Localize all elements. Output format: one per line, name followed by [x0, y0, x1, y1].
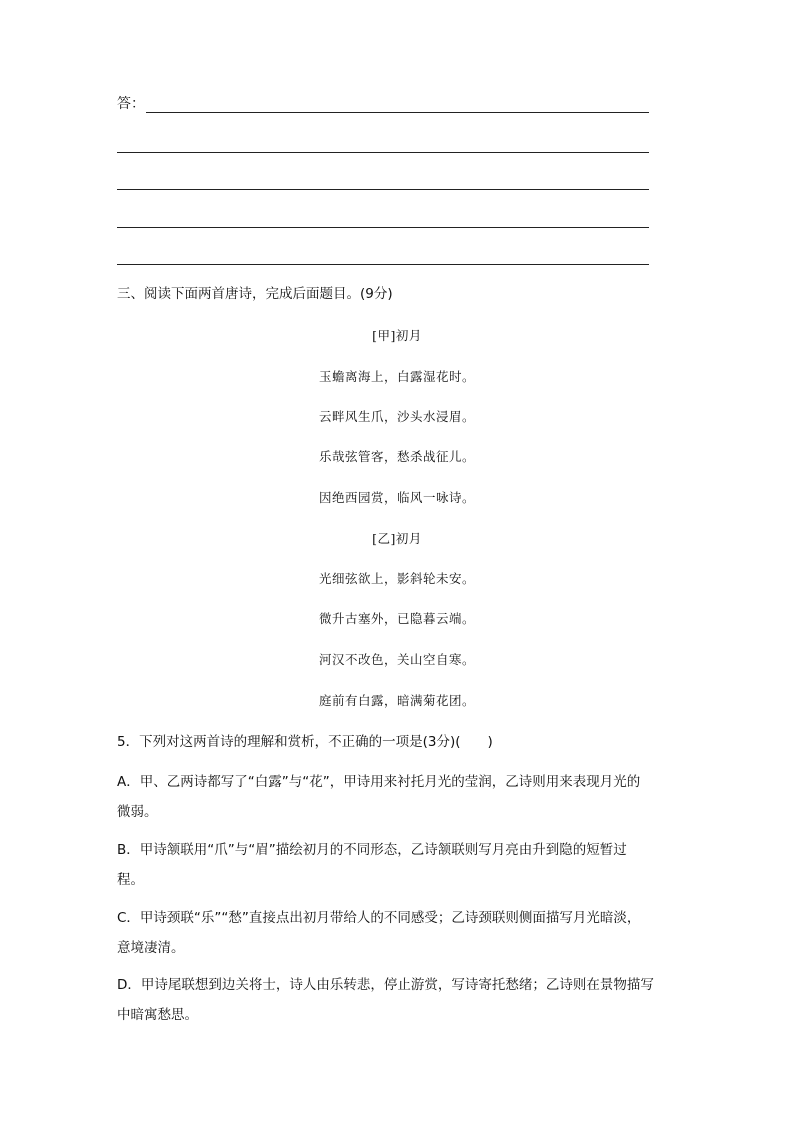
option-text-cont: 意境凄清。 [117, 940, 185, 956]
answer-line-4[interactable] [117, 227, 649, 228]
option-text: B．甲诗颔联用“爪”与“眉”描绘初月的不同形态，乙诗颔联则写月亮由升到隐的短暂过 [117, 842, 627, 858]
option-a[interactable] [117, 767, 682, 827]
option-text: A．甲、乙两诗都写了“白露”与“花”，甲诗用来衬托月光的莹润，乙诗则用来表现月光的 [117, 774, 641, 790]
poem-line: 光细弦欲上，影斜轮未安。 [318, 571, 475, 586]
poem-line: 河汉不改色，关山空自寒。 [318, 652, 475, 667]
poem-line: 云畔风生爪，沙头水浸眉。 [318, 409, 475, 424]
poem-line: 乐哉弦管客，愁杀战征儿。 [318, 449, 475, 464]
answer-line-3[interactable] [117, 189, 649, 190]
answer-line-1[interactable] [146, 112, 649, 113]
answer-label: 答： [117, 96, 145, 112]
option-text-cont: 中暗寓愁思。 [117, 1007, 198, 1023]
poem-title: [乙]初月 [372, 531, 422, 546]
option-text: C．甲诗颈联“乐”“愁”直接点出初月带给人的不同感受；乙诗颈联则侧面描写月光暗淡， [117, 910, 641, 926]
poem-line: 玉蟾离海上，白露湿花时。 [318, 369, 475, 384]
option-text-cont: 微弱。 [117, 804, 158, 820]
option-text: D．甲诗尾联想到边关将士，诗人由乐转悲，停止游赏，写诗寄托愁绪；乙诗则在景物描写 [117, 977, 654, 993]
option-d[interactable] [117, 970, 682, 1030]
answer-line-5[interactable] [117, 264, 649, 265]
poem-line: 微升古塞外，已隐暮云端。 [318, 611, 475, 626]
poem-line: 因绝西园赏，临风一咏诗。 [318, 490, 475, 505]
poem-line: 庭前有白露，暗满菊花团。 [318, 693, 475, 708]
answer-line-2[interactable] [117, 152, 649, 153]
option-b[interactable] [117, 835, 682, 895]
poem-title: [甲]初月 [372, 328, 422, 343]
question-stem: 5．下列对这两首诗的理解和赏析，不正确的一项是(3分)( ) [117, 734, 493, 750]
section-title: 三、阅读下面两首唐诗，完成后面题目。(9分) [117, 286, 393, 302]
option-text-cont: 程。 [117, 872, 144, 888]
option-c[interactable] [117, 903, 682, 963]
